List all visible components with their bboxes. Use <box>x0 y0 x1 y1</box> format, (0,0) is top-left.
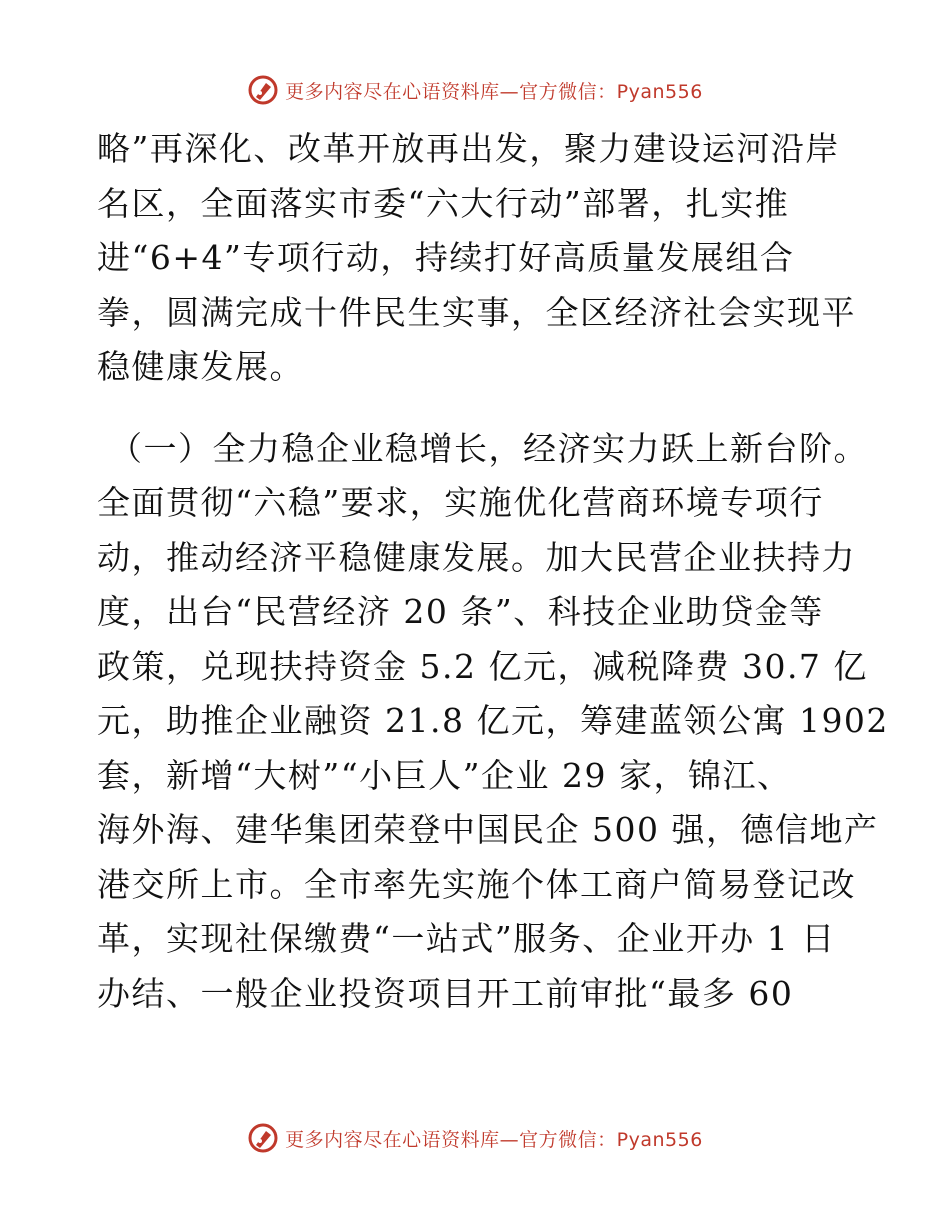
text-line: 元，助推企业融资 21.8 亿元，筹建蓝领公寓 1902 <box>97 701 889 740</box>
text-line: 稳健康发展。 <box>97 347 304 386</box>
pen-nib-icon <box>247 74 279 106</box>
text-line: 拳，圆满完成十件民生实事，全区经济社会实现平 <box>97 292 856 332</box>
text-line: 政策，兑现扶持资金 5.2 亿元，减税降费 30.7 亿 <box>97 646 868 686</box>
paragraph <box>97 122 857 395</box>
section <box>97 422 889 1022</box>
pen-nib-icon <box>247 1122 279 1154</box>
document-body <box>97 122 889 1021</box>
text-line: 度，出台“民营经济 20 条”、科技企业助贷金等 <box>97 592 824 631</box>
footer-banner <box>0 1118 950 1158</box>
banner-text: 更多内容尽在心语资料库—官方微信：Pyan556 <box>285 80 703 103</box>
header-banner <box>0 70 950 110</box>
text-line: 套，新增“大树”“小巨人”企业 29 家，锦江、 <box>97 755 792 795</box>
section-heading: （一）全力稳企业稳增长，经济实力跃上新台阶。 <box>109 428 868 468</box>
text-line: 动，推动经济平稳健康发展。加大民营企业扶持力 <box>97 537 856 577</box>
text-line: 全面贯彻“六稳”要求，实施优化营商环境专项行 <box>97 483 824 522</box>
text-line: 办结、一般企业投资项目开工前审批“最多 60 <box>97 973 794 1013</box>
text-line: 港交所上市。全市率先实施个体工商户简易登记改 <box>97 864 856 904</box>
banner-text: 更多内容尽在心语资料库—官方微信：Pyan556 <box>285 1128 703 1151</box>
text-line: 略”再深化、改革开放再出发，聚力建设运河沿岸 <box>97 129 840 168</box>
text-line: 海外海、建华集团荣登中国民企 500 强，德信地产 <box>97 810 879 849</box>
text-line: 进“6+4”专项行动，持续打好高质量发展组合 <box>97 238 795 277</box>
text-line: 名区，全面落实市委“六大行动”部署，扎实推 <box>97 183 790 223</box>
text-line: 革，实现社保缴费“一站式”服务、企业开办 1 日 <box>97 919 836 958</box>
